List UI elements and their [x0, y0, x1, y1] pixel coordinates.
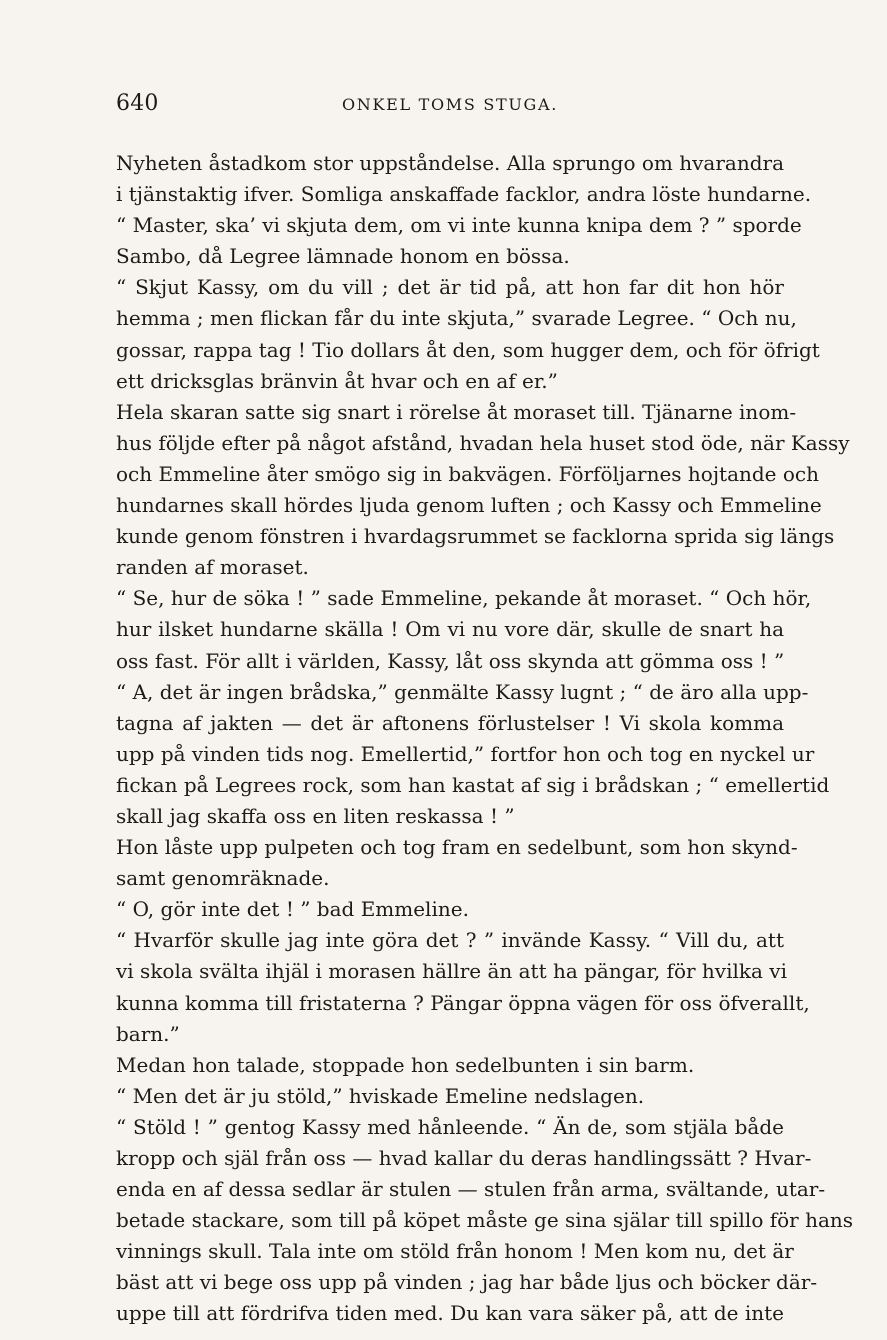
text-line: randen af moraset. [116, 555, 309, 580]
text-line: och Emmeline åter smögo sig in bakvägen. Förföljarnes hojtande och [116, 461, 819, 486]
text-line: hus följde efter på något afstånd, hvadan hela huset stod öde, när Kassy [116, 430, 850, 455]
text-line: vi skola svälta ihjäl i morasen hällre än att ha pängar, för hvilka vi [116, 959, 787, 984]
text-line: “ Skjut Kassy, om du vill ; det är tid på, att hon far dit hon hör [116, 275, 784, 300]
text-line: ett dricksglas bränvin åt hvar och en af er.” [116, 368, 558, 393]
text-line: gossar, rappa tag ! Tio dollars åt den, som hugger dem, och för öfrigt [116, 337, 820, 362]
running-title: ONKEL TOMS STUGA. [341, 95, 559, 114]
text-line: Nyheten åstadkom stor uppståndelse. Alla sprungo om hvarandra [116, 151, 784, 175]
text-line: skall jag skaffa oss en liten reskassa ! ” [116, 803, 515, 828]
text-line: bäst att vi bege oss upp på vinden ; jag har både ljus och böcker där- [116, 1270, 818, 1295]
text-line: upp på vinden tids nog. Emellertid,” fortfor hon och tog en nyckel ur [116, 741, 815, 766]
text-line: enda en af dessa sedlar är stulen — stulen från arma, svältande, utar- [116, 1177, 826, 1202]
text-line: barn.” [116, 1021, 180, 1046]
text-line: kropp och själ från oss — hvad kallar du deras handlingssätt ? Hvar- [116, 1146, 812, 1170]
text-line: oss fast. För allt i världen, Kassy, låt oss skynda att gömma oss ! ” [116, 648, 785, 673]
text-line: “ Hvarför skulle jag inte göra det ? ” invände Kassy. “ Vill du, att [116, 928, 784, 953]
text-line: “ O, gör inte det ! ” bad Emmeline. [116, 897, 469, 922]
text-line: kunde genom fönstren i hvardagsrummet se facklorna sprida sig längs [116, 524, 835, 549]
page-body [116, 148, 854, 1330]
text-line: “ Stöld ! ” gentog Kassy med hånleende. “ Än de, som stjäla både [116, 1114, 784, 1139]
text-line: “ Se, hur de söka ! ” sade Emmeline, pekande åt moraset. “ Och hör, [116, 586, 812, 611]
text-line: Sambo, då Legree lämnade honom en bössa. [116, 244, 570, 269]
text-line: Medan hon talade, stoppade hon sedelbunten i sin barm. [116, 1052, 695, 1077]
text-line: “ Master, ska’ vi skjuta dem, om vi inte kunna knipa dem ? ” sporde [116, 213, 802, 238]
text-line: betade stackare, som till på köpet måste ge sina själar till spillo för hans [116, 1208, 854, 1233]
text-line: kunna komma till fristaterna ? Pängar öppna vägen för oss öfverallt, [116, 990, 810, 1015]
text-line: Hela skaran satte sig snart i rörelse åt moraset till. Tjänarne inom- [116, 399, 797, 424]
text-line: i tjänstaktig ifver. Somliga anskaffade facklor, andra löste hundarne. [116, 182, 812, 207]
text-line: “ A, det är ingen brådska,” genmälte Kassy lugnt ; “ de äro alla upp- [116, 679, 809, 704]
text-line: vinnings skull. Tala inte om stöld från honom ! Men kom nu, det är [116, 1239, 794, 1264]
text-line: fickan på Legrees rock, som han kastat af sig i brådskan ; “ emellertid [116, 772, 830, 797]
text-line: Hon låste upp pulpeten och tog fram en sedelbunt, som hon skynd- [116, 835, 798, 860]
text-line: tagna af jakten — det är aftonens förlustelser ! Vi skola komma [116, 710, 784, 735]
page-header [116, 91, 784, 121]
text-line: hemma ; men flickan får du inte skjuta,” svarade Legree. “ Och nu, [116, 306, 797, 331]
text-line: hundarnes skall hördes ljuda genom luften ; och Kassy och Emmeline [116, 493, 822, 518]
text-line: uppe till att fördrifva tiden med. Du kan vara säker på, att de inte [116, 1301, 784, 1326]
text-line: “ Men det är ju stöld,” hviskade Emeline nedslagen. [116, 1083, 645, 1108]
text-line: hur ilsket hundarne skälla ! Om vi nu vore där, skulle de snart ha [116, 617, 784, 642]
text-line: samt genomräknade. [116, 866, 330, 891]
page-number: 640 [116, 91, 159, 116]
